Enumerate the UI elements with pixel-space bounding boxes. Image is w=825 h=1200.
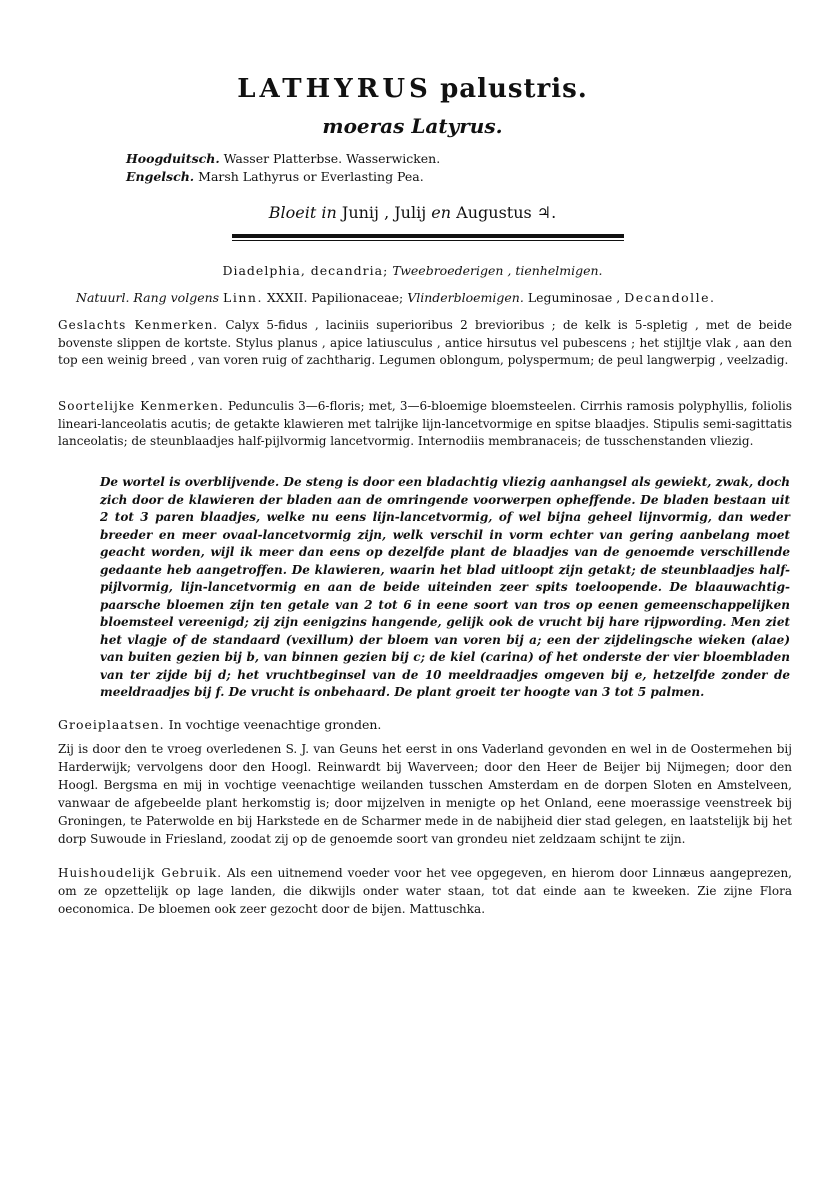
natural-rank [76,289,716,307]
plant-description [100,474,790,702]
bloom-en: en [431,203,452,222]
classification-latin: Diadelphia, decandria; [222,263,389,278]
section-label: Groeiplaatsen. [58,717,165,732]
heading-rule-thin [232,240,624,241]
bloom-in: in [321,203,337,222]
page-title [0,74,825,104]
title-genus: LATHYRUS [237,74,432,104]
economic-use [58,864,792,918]
section-text: Pedunculis 3—6-floris; met, 3—6-bloemige bloemsteelen. Cirrhis ramosis polyphyllis, foliolis lineari-lanceolatis acutis; de getakte klawieren met talrijke lijn-lancetvormige en spitse blaadjes. Stipulis semi-sagittatis lanceolatis; de steunblaadjes half-pijlvormig lancetvormig. Internodiis membranaceis; de tusschenstanden vliezig. [58,399,793,448]
bloom-months: Junij , Julij [341,203,427,222]
natural-rank-dutch: Vlinderbloemigen. [407,290,524,305]
natural-rank-label: Natuurl. Rang volgens [76,290,220,305]
natural-rank-text: XXXII. Papilionaceae; [262,290,408,305]
description-text: De wortel is overblijvende. De steng is door een bladachtig vliezig aanhangsel als gewiekt, zwak, doch zich door de klawieren der bladen aan de omringende voorwerpen opheffende. De bladen bestaan uit 2 tot 3 paren blaadjes, welke nu eens lijn-lancetvormig, of wel bijna geheel lijnvormig, dan weder breeder en meer ovaal-lancetvormig zijn, welk verschil in vorm echter van gering aanbelang moet geacht worden, wijl ik meer dan eens op dezelfde plant de blaadjes van de genoemde verschillende gedaante heb aangetroffen. De klawieren, waarin het blad uitloopt zijn getakt; de steunblaadjes half-pijlvormig, lijn-lancetvormig en aan de beide uiteinden zeer spits toeloopende. De blaauwachtig-paarsche bloemen zijn ten getale van 2 tot 6 in eene soort van tros op eenen gemeenschappelijken bloemsteel vereenigd; zij zijn eenigzins hangende, gelijk ook de vrucht bij hare rijpwording. Men ziet het vlagje of de standaard (vexillum) der bloem van voren bij a; een der zijdelingsche wieken (alae) van buiten gezien bij b, van binnen gezien bij c; de kiel (carina) of het onderste der vier bloembladen van ter zijde bij d; het vruchtbeginsel van de 10 meeldraadjes omgeven bij e, hetzelfde zonder de meeldraadjes bij f. De vrucht is onbehaard. De plant groeit ter hoogte van 3 tot 5 palmen. [100,475,790,699]
heading-rule-thick [232,234,624,238]
bloom-last-month: Augustus ♃. [456,203,557,222]
language-label: Engelsch. [126,169,195,184]
linnaean-classification [0,262,825,280]
section-label: Geslachts Kenmerken. [58,318,219,332]
species-characters [58,398,792,451]
common-name-english [126,168,424,186]
section-text: Calyx 5-fidus , laciniis superioribus 2 brevioribus ; de kelk is 5-spletig , met de beide bovenste slippen de kortste. Stylus planus , apice latiusculus , antice hirsutus vel pubescens ; het stijltje vlak , aan den top een weinig breed , van voren ruig of zachtharig. Legumen oblongum, polyspermum; de peul langwerpig , veelzadig. [58,318,793,367]
localities [58,740,792,848]
natural-rank-tail: Leguminosae , [523,290,625,305]
section-label: Soortelijke Kenmerken. [58,399,224,413]
common-name-text: Wasser Platterbse. Wasserwicken. [223,151,441,166]
bloom-label: Bloeit [268,203,317,222]
section-label: Huishoudelijk Gebruik. [58,866,223,880]
dutch-name: moeras Latyrus. [322,114,503,138]
title-species: palustris. [440,74,588,104]
common-name-german [126,150,440,168]
localities-text: Zij is door den te vroeg overledenen S. J. van Geuns het eerst in ons Vaderland gevonden en wel in de Oostermehen bij Harderwijk; vervolgens door den Hoogl. Reinwardt bij Waverveen; door den Heer de Beijer bij Nijmegen; door den Hoogl. Bergsma en mij in vochtige veenachtige weilanden tusschen Amsterdam en de dorpen Sloten en Amstelveen, vanwaar de afgebeelde plant herkomstig is; door mijzelven in menigte op het Onland, eene moerassige veenstreek bij Groningen, te Paterwolde en bij Harkstede en de Scharmer mede in de nabijheid dier stad gelegen, en laatstelijk bij het dorp Suwoude in Friesland, zoodat zij op de genoemde soort van grondeu niet zeldzaam schijnt te zijn. [58,742,792,846]
section-text: In vochtige veenachtige gronden. [164,717,382,732]
bloom-period [0,202,825,224]
section-text: Als een uitnemend voeder voor het vee opgegeven, en hierom door Linnæus aangeprezen, om ze opzettelijk op lage landen, die dikwijls onder water staan, tot dat einde aan te kweeken. Zie zijne Flora oeconomica. De bloemen ook zeer gezocht door de bijen. Mattuschka. [58,866,792,916]
natural-rank-author-2: Decandolle. [624,290,716,305]
classification-dutch: Tweebroederigen , tienhelmigen. [392,263,603,278]
common-name-text: Marsh Lathyrus or Everlasting Pea. [198,169,424,184]
language-label: Hoogduitsch. [126,151,220,166]
habitat [58,716,792,734]
natural-rank-author: Linn. [223,290,263,305]
genus-characters [58,317,792,370]
